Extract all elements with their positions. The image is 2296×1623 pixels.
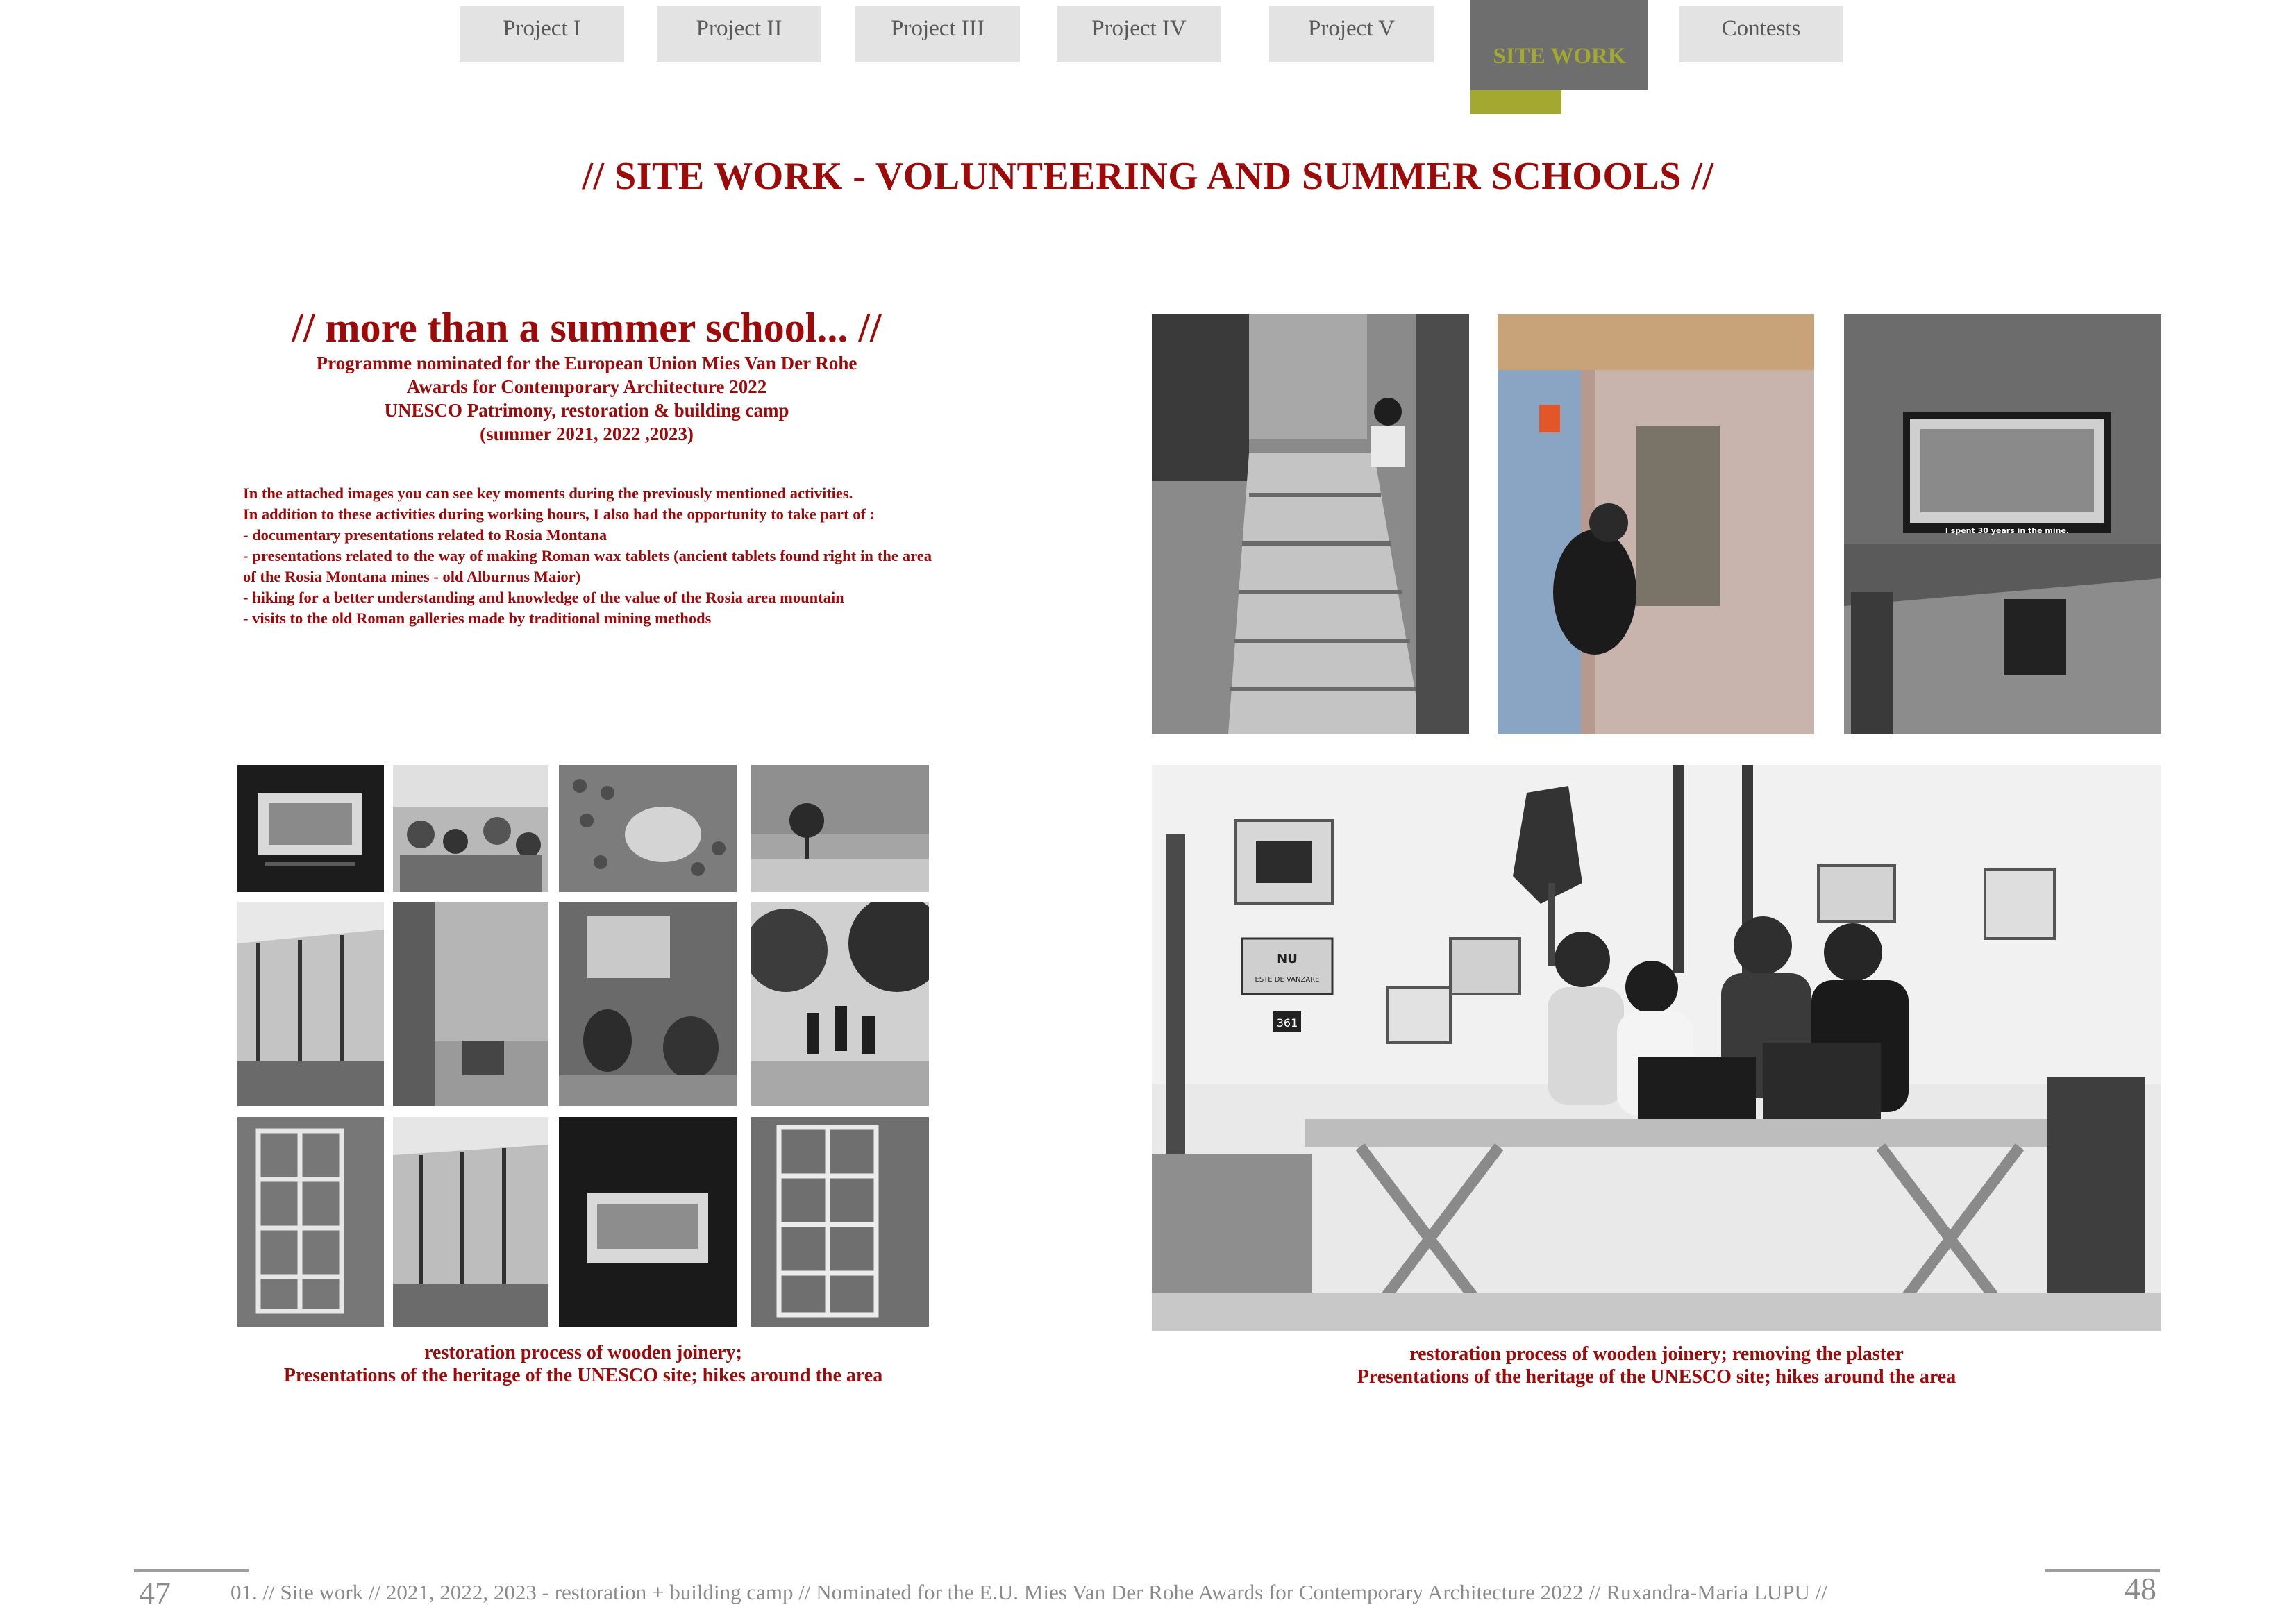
photo-wax-tablet-hand (559, 765, 737, 892)
tag-number: 361 (1276, 1016, 1298, 1029)
tab-project-3[interactable]: Project III (855, 6, 1020, 62)
photo-wall-corner (393, 902, 548, 1106)
photo-group-table (393, 765, 548, 892)
tab-project-4[interactable]: Project IV (1057, 6, 1221, 62)
section-subtitle (236, 351, 937, 446)
tab-project-1[interactable]: Project I (460, 6, 624, 62)
sign-text-sub: ESTE DE VANZARE (1255, 976, 1320, 984)
footer-rule-left (134, 1569, 249, 1572)
active-tab-indicator (1470, 90, 1561, 114)
tab-site-work[interactable]: SITE WORK (1470, 0, 1648, 90)
photo-tree-landscape (751, 765, 929, 892)
photo-documentary-room (1844, 314, 2161, 734)
body-line: - presentations related to the way of making Roman wax tablets (ancient tablets found right in the area of the Rosia Montana mines - old Alburnus Maior) (243, 547, 932, 585)
footer-text: 01. // Site work // 2021, 2022, 2023 - restoration + building camp // Nominated for the E.U. Mies Van Der Rohe Awards for Contemporary Architecture 2022 // Ruxandra-Maria LUPU // (231, 1580, 1827, 1604)
page-number-right: 48 (2125, 1571, 2156, 1606)
caption-line: restoration process of wooden joinery; removing the plaster (1409, 1343, 1904, 1365)
caption-line: restoration process of wooden joinery; (424, 1342, 742, 1363)
body-line: - documentary presentations related to Rosia Montana (243, 526, 607, 544)
left-grid-caption (222, 1341, 944, 1387)
tab-contests[interactable]: Contests (1679, 6, 1843, 62)
photo-workers-kneeling (559, 902, 737, 1106)
body-line: In the attached images you can see key moments during the previously mentioned activities. (243, 485, 853, 502)
photo-gallery-structure-2 (393, 1117, 548, 1327)
section-title: // more than a summer school... // (292, 305, 882, 351)
caption-line: Presentations of the heritage of the UNESCO site; hikes around the area (1357, 1366, 1956, 1388)
screen-subtitle: I spent 30 years in the mine. (1945, 526, 2070, 535)
caption-line: Presentations of the heritage of the UNESCO site; hikes around the area (283, 1365, 883, 1386)
body-line: - hiking for a better understanding and knowledge of the value of the Rosia area mountain (243, 589, 844, 606)
photo-hiking-group (751, 902, 929, 1106)
photo-documentary-screen (237, 765, 384, 892)
right-photo-caption (1152, 1343, 2161, 1388)
tab-project-5[interactable]: Project V (1269, 6, 1434, 62)
subtitle-line: (summer 2021, 2022 ,2023) (480, 423, 694, 444)
section-body (243, 483, 932, 629)
body-line: - visits to the old Roman galleries made by traditional mining methods (243, 609, 712, 627)
subtitle-line: Programme nominated for the European Union Mies Van Der Rohe (316, 353, 857, 373)
photo-documentary-screen-2 (559, 1117, 737, 1327)
photo-plaster-removal (1498, 314, 1814, 734)
photo-volunteer-steps (1152, 314, 1469, 734)
subtitle-line: Awards for Contemporary Architecture 2022 (406, 376, 767, 397)
sign-text-main: NU (1277, 952, 1298, 966)
photo-gallery-structure (237, 902, 384, 1106)
body-line: In addition to these activities during working hours, I also had the opportunity to take part of : (243, 505, 875, 523)
photo-window-frames-2 (751, 1117, 929, 1327)
subtitle-line: UNESCO Patrimony, restoration & building camp (384, 400, 789, 421)
photo-workshop-team (1152, 765, 2161, 1331)
page-number-left: 47 (139, 1575, 171, 1611)
photo-window-frames (237, 1117, 384, 1327)
tab-project-2[interactable]: Project II (657, 6, 821, 62)
page-title: // SITE WORK - VOLUNTEERING AND SUMMER SCHOOLS // (582, 155, 1714, 198)
